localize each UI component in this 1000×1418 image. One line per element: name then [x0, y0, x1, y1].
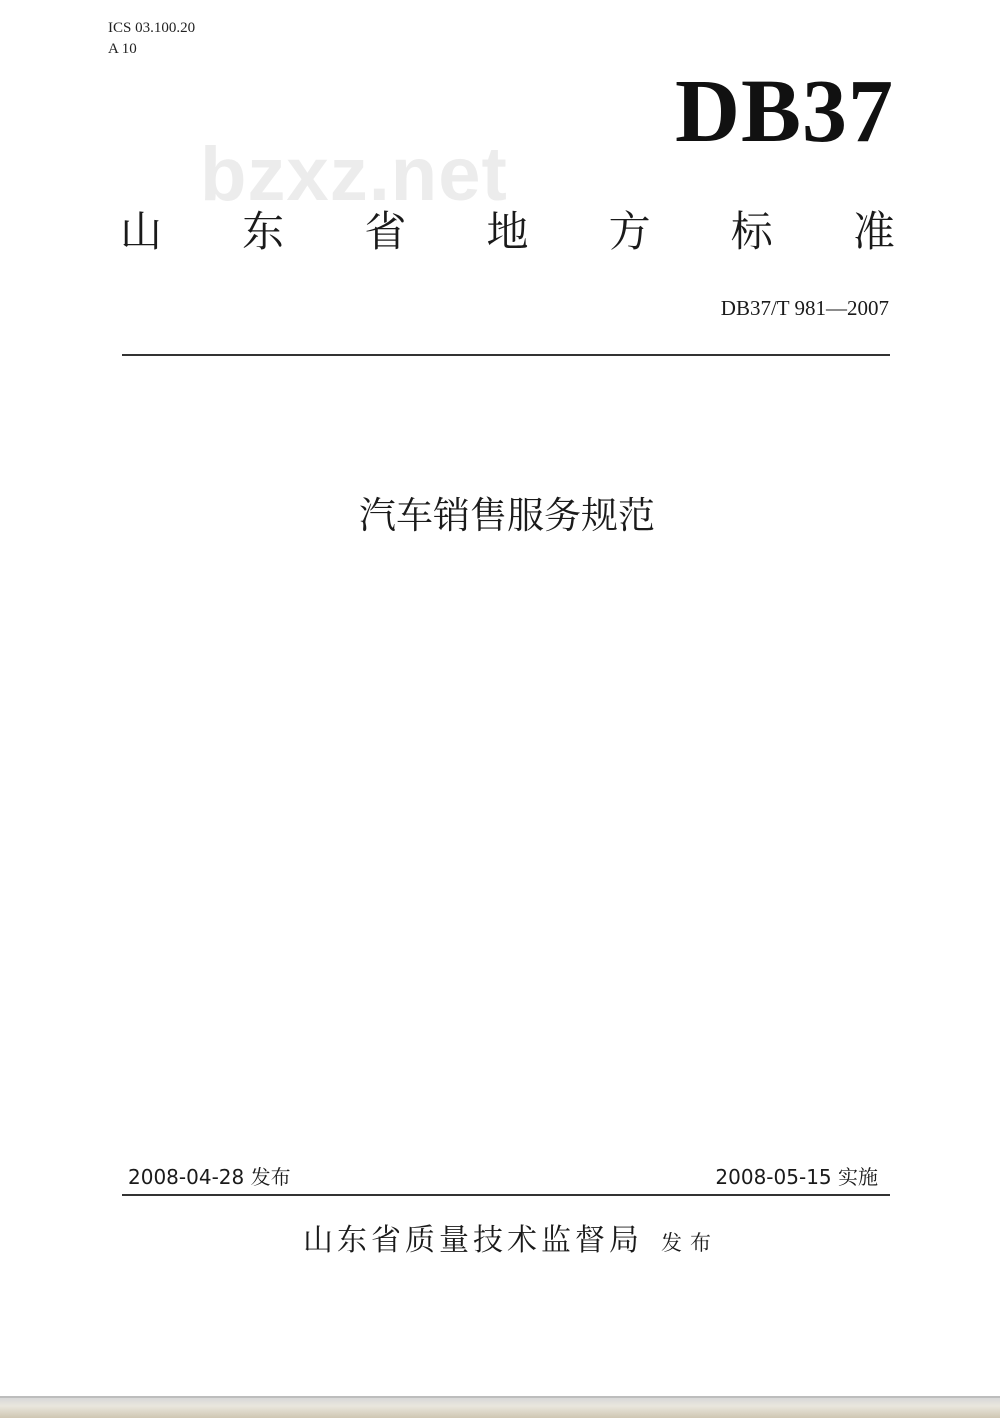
standard-type-char: 省 — [364, 207, 407, 256]
publish-label: 发布 — [661, 1231, 719, 1255]
db-code-logo: DB37 — [674, 62, 894, 161]
classification-codes — [108, 18, 195, 60]
publisher-name: 山东省质量技术监督局 — [303, 1223, 643, 1258]
standard-type-heading — [120, 204, 895, 260]
watermark: bzxz.net — [200, 132, 508, 217]
standard-type-char: 山 — [120, 207, 163, 256]
document-title: 汽车销售服务规范 — [359, 494, 655, 537]
standard-type-char: 方 — [608, 207, 651, 256]
issue-date: 2008-04-28 发布 — [128, 1165, 291, 1189]
standard-type-char: 准 — [852, 207, 895, 256]
standard-type-char: 东 — [242, 207, 285, 256]
scan-bottom-edge — [0, 1398, 1000, 1418]
top-divider — [122, 354, 890, 356]
ics-code: ICS 03.100.20 — [108, 20, 196, 36]
bottom-divider — [122, 1194, 890, 1196]
implementation-date: 2008-05-15 实施 — [715, 1165, 878, 1189]
standard-type-char: 标 — [730, 207, 773, 256]
standard-number: DB37/T 981—2007 — [720, 296, 889, 320]
publisher-line — [0, 1218, 1000, 1266]
ccs-code: A 10 — [108, 41, 137, 57]
standard-type-char: 地 — [486, 207, 529, 256]
